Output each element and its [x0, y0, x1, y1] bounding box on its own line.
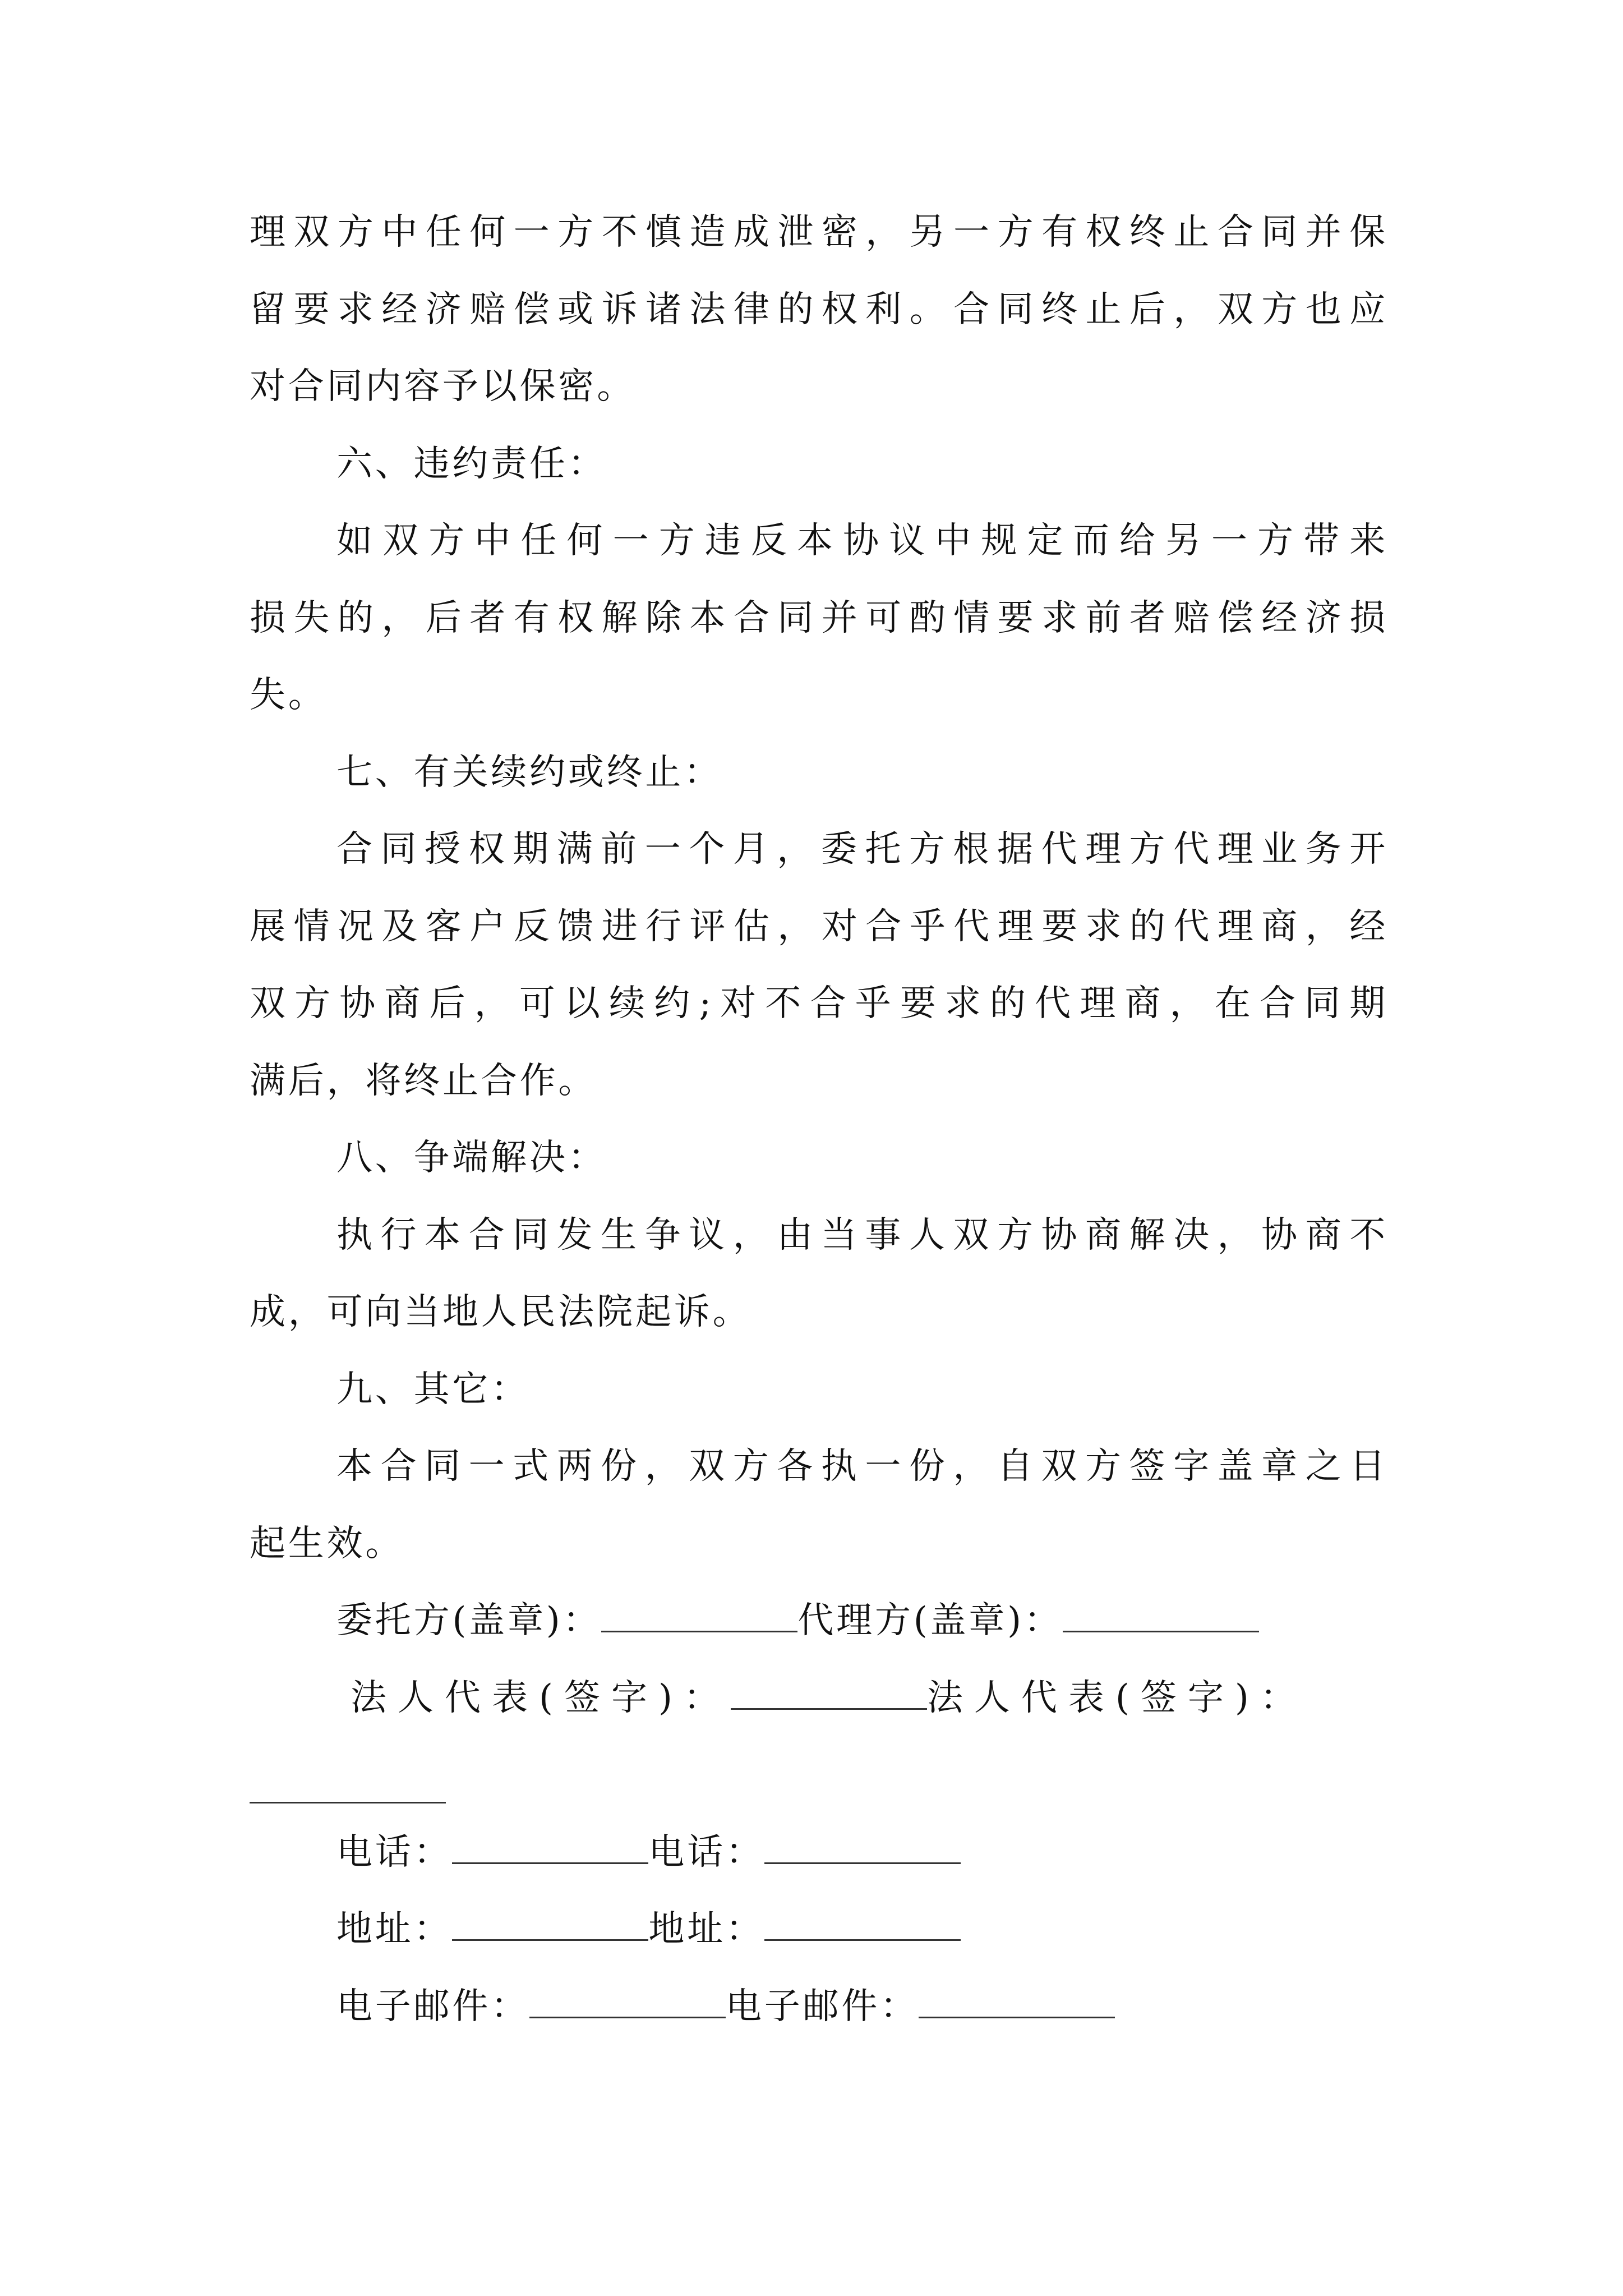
paragraph-line: 留要求经济赔偿或诉诸法律的权利。合同终止后，双方也应 [250, 289, 1388, 330]
section-heading: 七、有关续约或终止： [336, 752, 722, 793]
principal-seal-label: 委托方(盖章)： [336, 1600, 602, 1641]
paragraph-line: 执行本合同发生争议，由当事人双方协商解决，协商不 [336, 1214, 1388, 1256]
email-blank-2[interactable] [919, 2014, 1115, 2018]
section-heading: 八、争端解决： [336, 1137, 607, 1179]
agent-seal-label: 代理方(盖章)： [797, 1600, 1063, 1641]
paragraph-line: 成，可向当地人民法院起诉。 [250, 1291, 751, 1333]
address-label-2: 地址： [648, 1908, 764, 1950]
paragraph-line: 对合同内容予以保密。 [250, 366, 635, 407]
paragraph-line: 展情况及客户反馈进行评估，对合乎代理要求的代理商，经 [250, 906, 1388, 947]
paragraph-line: 失。 [250, 674, 327, 716]
section-heading: 九、其它： [336, 1369, 529, 1410]
legal-rep-row [351, 1674, 1402, 1722]
address-row [336, 1906, 1388, 1953]
phone-label-1: 电话： [336, 1832, 453, 1873]
paragraph-line: 损失的，后者有权解除本合同并可酌情要求前者赔偿经济损 [250, 597, 1388, 639]
phone-label-2: 电话： [648, 1832, 764, 1873]
paragraph-line: 起生效。 [250, 1523, 404, 1565]
phone-row [336, 1829, 1388, 1876]
email-label-1: 电子邮件： [336, 1986, 529, 2027]
email-label-2: 电子邮件： [726, 1986, 919, 2027]
paragraph-line: 如双方中任何一方违反本协议中规定而给另一方带来 [336, 520, 1388, 562]
legal-rep-blank-1[interactable] [731, 1706, 927, 1710]
address-label-1: 地址： [336, 1908, 453, 1950]
legal-rep-blank-2[interactable] [250, 1802, 446, 1803]
section-heading: 六、违约责任： [336, 443, 607, 485]
email-row [336, 1983, 1388, 2030]
paragraph-line: 本合同一式两份，双方各执一份，自双方签字盖章之日 [336, 1446, 1388, 1487]
legal-rep-label-1: 法人代表(签字)： [351, 1677, 731, 1719]
phone-blank-2[interactable] [764, 1860, 961, 1864]
paragraph-line: 合同授权期满前一个月，委托方根据代理方代理业务开 [336, 829, 1388, 870]
principal-seal-blank[interactable] [601, 1628, 797, 1632]
email-blank-1[interactable] [529, 2014, 726, 2018]
legal-rep-label-2: 法人代表(签字)： [926, 1677, 1307, 1719]
phone-blank-1[interactable] [452, 1860, 648, 1864]
paragraph-line: 理双方中任何一方不慎造成泄密，另一方有权终止合同并保 [250, 211, 1388, 253]
address-blank-2[interactable] [764, 1937, 961, 1941]
paragraph-line: 满后，将终止合作。 [250, 1060, 597, 1102]
paragraph-line: 双方协商后，可以续约;对不合乎要求的代理商，在合同期 [250, 983, 1389, 1024]
agent-seal-blank[interactable] [1063, 1628, 1259, 1632]
address-blank-1[interactable] [452, 1937, 648, 1941]
seal-row [336, 1597, 1388, 1644]
